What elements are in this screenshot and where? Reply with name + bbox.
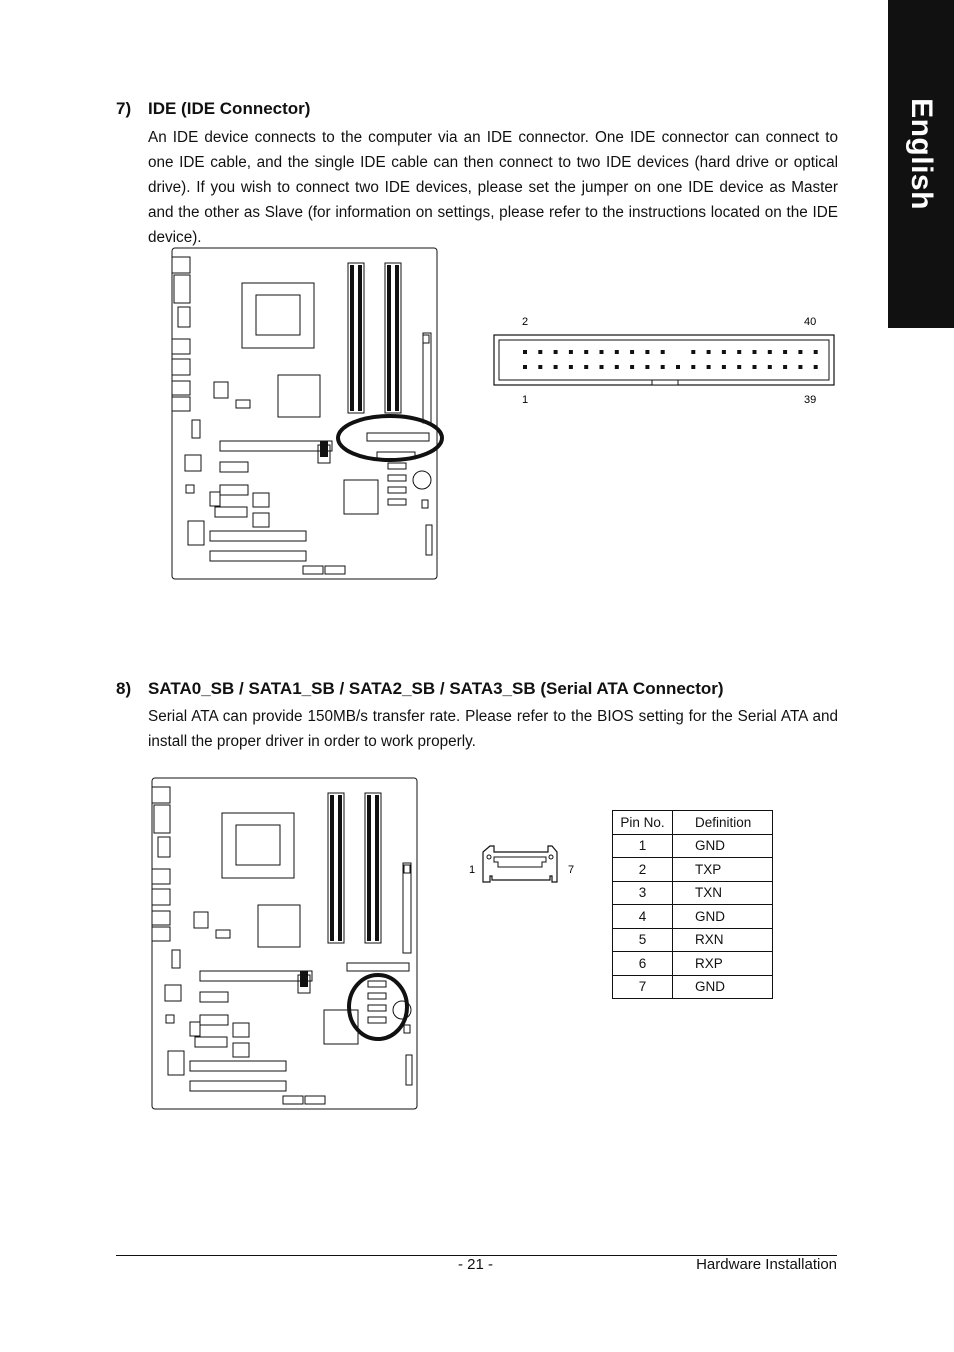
ide-pin bbox=[737, 350, 741, 354]
language-tab bbox=[888, 0, 954, 328]
pin-definition: GND bbox=[673, 834, 773, 858]
pin-definition: TXN bbox=[673, 881, 773, 905]
table-header-definition: Definition bbox=[673, 811, 773, 835]
ide-pin bbox=[691, 350, 695, 354]
table-row bbox=[613, 905, 773, 929]
ide-pin bbox=[569, 350, 573, 354]
section-7-heading bbox=[116, 99, 310, 119]
pin-number: 5 bbox=[613, 928, 673, 952]
ide-pin bbox=[615, 365, 619, 369]
section-7-title: IDE (IDE Connector) bbox=[148, 99, 311, 118]
ide-pin bbox=[814, 350, 818, 354]
ide-pin-grid bbox=[523, 350, 818, 369]
ide-pin bbox=[753, 365, 757, 369]
ide-pin bbox=[554, 350, 558, 354]
ide-pin bbox=[569, 365, 573, 369]
pin-number: 3 bbox=[613, 881, 673, 905]
ide-pin bbox=[523, 365, 527, 369]
section-7-number: 7) bbox=[116, 99, 132, 118]
ide-pin bbox=[584, 350, 588, 354]
ide-pin bbox=[707, 365, 711, 369]
ide-pin bbox=[691, 365, 695, 369]
page-number: - 21 - bbox=[458, 1256, 494, 1273]
table-row bbox=[613, 928, 773, 952]
ide-pin bbox=[768, 365, 772, 369]
sata-pin-label-7: 7 bbox=[568, 864, 575, 876]
table-header-row bbox=[613, 811, 773, 835]
pin-number: 2 bbox=[613, 858, 673, 882]
ide-connector-diagram bbox=[480, 305, 850, 415]
table-row bbox=[613, 975, 773, 999]
language-tab-label: English bbox=[905, 98, 938, 210]
pin-definition: TXP bbox=[673, 858, 773, 882]
table-row bbox=[613, 881, 773, 905]
ide-pin bbox=[798, 350, 802, 354]
pin-number: 7 bbox=[613, 975, 673, 999]
section-8-heading bbox=[116, 679, 724, 699]
pin-definition: GND bbox=[673, 905, 773, 929]
ide-pin bbox=[783, 365, 787, 369]
ide-pin bbox=[523, 350, 527, 354]
ide-pin bbox=[722, 365, 726, 369]
ide-pin bbox=[630, 365, 634, 369]
section-8-number: 8) bbox=[116, 679, 132, 698]
ide-pin bbox=[753, 350, 757, 354]
motherboard-diagram-ide bbox=[160, 245, 450, 585]
ide-pin bbox=[676, 365, 680, 369]
pin-definition: RXP bbox=[673, 952, 773, 976]
ide-pin bbox=[768, 350, 772, 354]
ide-pin bbox=[554, 365, 558, 369]
ide-pin-label-1: 1 bbox=[522, 394, 529, 406]
ide-pin bbox=[722, 350, 726, 354]
ide-pin bbox=[798, 365, 802, 369]
pin-number: 1 bbox=[613, 834, 673, 858]
table-row bbox=[613, 858, 773, 882]
pin-number: 4 bbox=[613, 905, 673, 929]
ide-pin bbox=[645, 365, 649, 369]
section-8-body: Serial ATA can provide 150MB/s transfer rate. Please refer to the BIOS setting for the Serial ATA and install the proper driver in order to work properly. bbox=[148, 708, 838, 750]
motherboard-diagram-sata bbox=[140, 775, 430, 1115]
ide-pin bbox=[707, 350, 711, 354]
ide-pin bbox=[783, 350, 787, 354]
ide-pin-label-2: 2 bbox=[522, 316, 529, 328]
ide-pin-label-40: 40 bbox=[804, 316, 817, 328]
ide-pin bbox=[600, 365, 604, 369]
sata-pin-label-1: 1 bbox=[469, 864, 476, 876]
pin-definition: RXN bbox=[673, 928, 773, 952]
footer-section: Hardware Installation bbox=[696, 1256, 837, 1273]
ide-pin bbox=[600, 350, 604, 354]
ide-pin-label-39: 39 bbox=[804, 394, 817, 406]
ide-pin bbox=[615, 350, 619, 354]
ide-pin bbox=[661, 350, 665, 354]
sata-pin-table bbox=[612, 810, 773, 999]
pin-number: 6 bbox=[613, 952, 673, 976]
sata-connector-diagram bbox=[462, 840, 592, 895]
table-row bbox=[613, 834, 773, 858]
section-7-body: An IDE device connects to the computer via an IDE connector. One IDE connector can connect to one IDE cable, and the single IDE cable can then connect to two IDE devices (hard drive or optical drive). If you wish to connect two IDE devices, please set the jumper on one IDE device as Master and the other as Slave (for information on settings, please refer to the instructions located on the IDE device). bbox=[148, 129, 838, 246]
ide-pin bbox=[814, 365, 818, 369]
pin-definition: GND bbox=[673, 975, 773, 999]
ide-pin bbox=[538, 365, 542, 369]
ide-pin bbox=[645, 350, 649, 354]
table-header-pin: Pin No. bbox=[613, 811, 673, 835]
ide-pin bbox=[538, 350, 542, 354]
ide-pin bbox=[737, 365, 741, 369]
section-8-title: SATA0_SB / SATA1_SB / SATA2_SB / SATA3_SB (Serial ATA Connector) bbox=[148, 679, 724, 698]
table-row bbox=[613, 952, 773, 976]
ide-pin bbox=[630, 350, 634, 354]
ide-pin bbox=[661, 365, 665, 369]
ide-pin bbox=[584, 365, 588, 369]
